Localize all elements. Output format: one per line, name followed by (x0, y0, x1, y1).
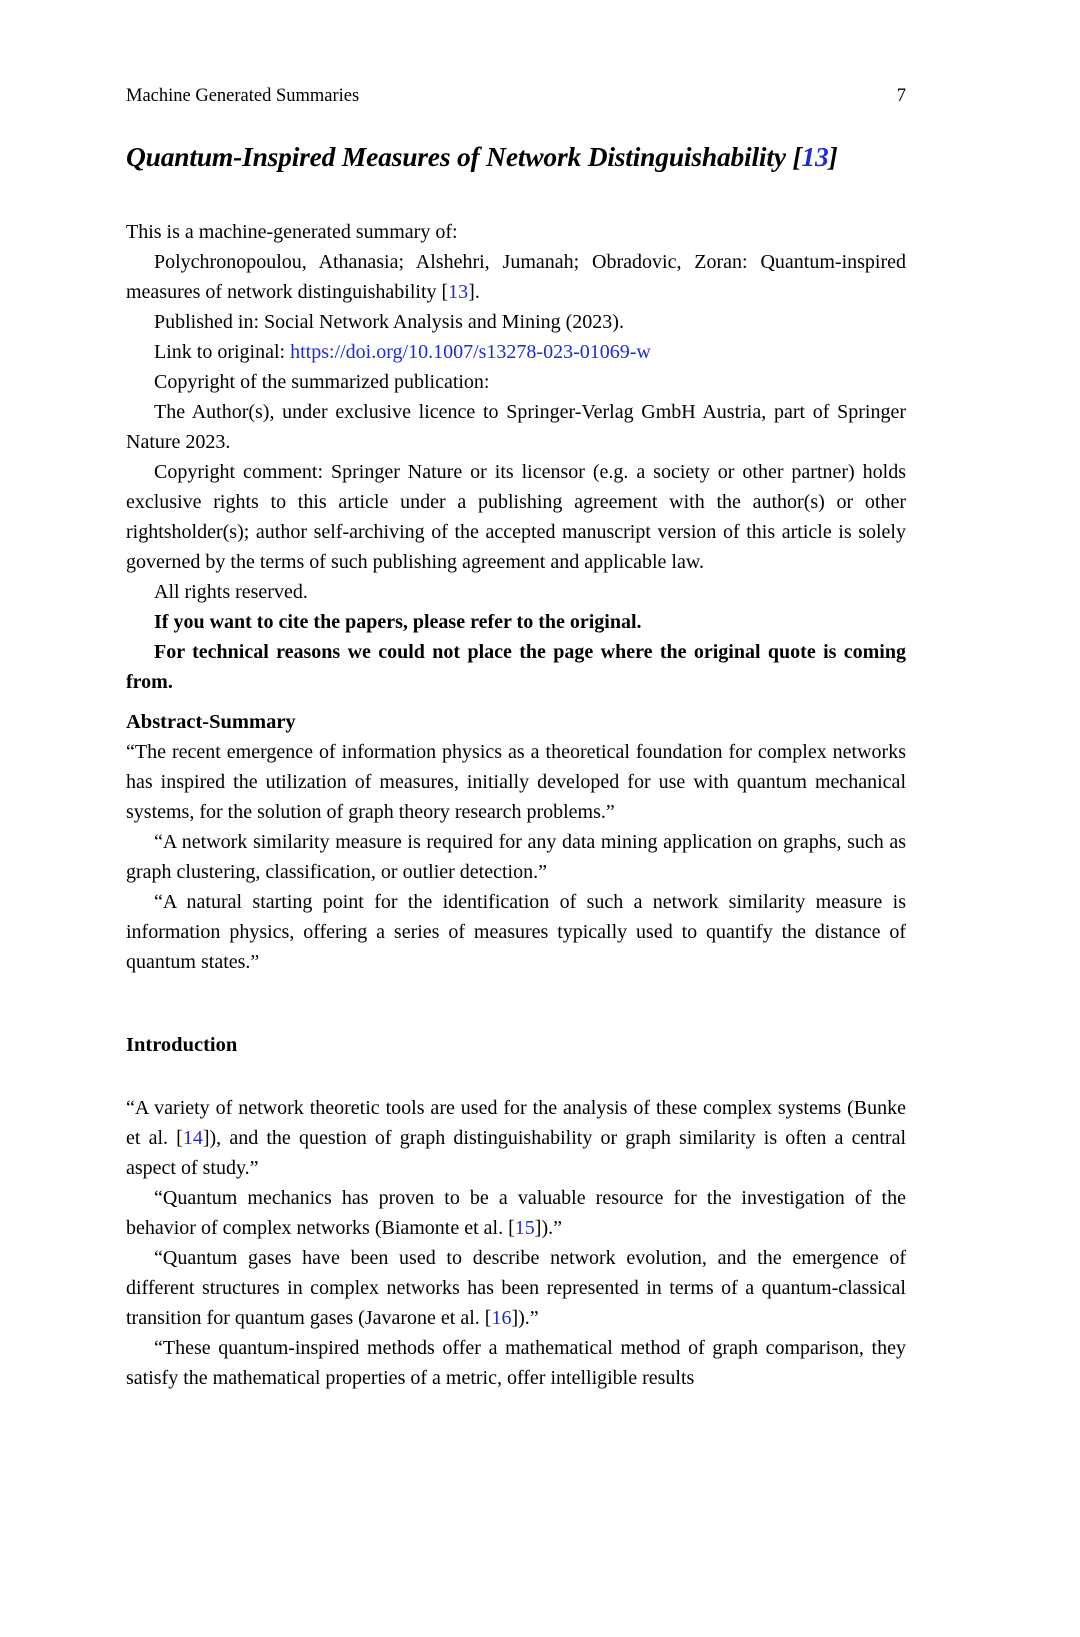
copyright-comment-paragraph: Copyright comment: Springer Nature or its licensor (e.g. a society or other partner) holds exclusive rights to this article under a publishing agreement with the author(s) or other rightsholder(s); author self-archiving of the accepted manuscript version of this article is solely governed by the terms of such publishing agreement and applicable law. (126, 461, 906, 573)
intro-paragraph-3 (126, 1243, 906, 1333)
intro-p1-text-end: ]), and the question of graph distinguishability or graph similarity is often a central aspect of study.” (126, 1127, 907, 1179)
link-label: Link to original: (154, 341, 291, 363)
summary-citation-text: Polychronopoulou, Athanasia; Alshehri, Jumanah; Obradovic, Zoran: Quantum-inspired measures of network distinguishability [ (126, 251, 906, 303)
citation-16-link[interactable]: 16 (491, 1307, 512, 1329)
intro-paragraph-2 (126, 1183, 906, 1243)
paper-title-text: Quantum-Inspired Measures of Network Distinguishability [ (126, 141, 802, 172)
title-citation-13-link[interactable]: 13 (801, 141, 829, 172)
running-header-title: Machine Generated Summaries (126, 86, 360, 106)
intro-p2-text-end: ]).” (534, 1217, 562, 1239)
published-in-line: Published in: Social Network Analysis and Mining (2023). (154, 311, 624, 333)
intro-p3-text-end: ]).” (511, 1307, 539, 1329)
rights-reserved-line: All rights reserved. (154, 581, 308, 603)
copyright-label-line: Copyright of the summarized publication: (154, 371, 490, 393)
running-header (126, 85, 906, 107)
abstract-paragraph-1: “The recent emergence of information physics as a theoretical foundation for complex networks has inspired the utilization of measures, initially developed for use with quantum mechanical systems, for the solution of graph theory research problems.” (126, 741, 906, 823)
abstract-summary-heading: Abstract-Summary (126, 711, 296, 733)
summary-intro-line: This is a machine-generated summary of: (126, 221, 458, 243)
intro-p2-text: “Quantum mechanics has proven to be a valuable resource for the investigation of the behavior of complex networks (Biamonte et al. [ (126, 1187, 906, 1239)
summary-citation-text-end: ]. (468, 281, 480, 303)
page-content (126, 0, 906, 1637)
doi-link[interactable]: https://doi.org/10.1007/s13278-023-01069-w (290, 341, 651, 363)
intro-p1-text: “A variety of network theoretic tools are used for the analysis of these complex systems (Bunke et al. [ (126, 1097, 906, 1149)
intro-paragraph-1 (126, 1093, 906, 1183)
citation-14-link[interactable]: 14 (182, 1127, 203, 1149)
copyright-author-line: The Author(s), under exclusive licence to Springer-Verlag GmbH Austria, part of Springer Nature 2023. (126, 401, 906, 453)
intro-paragraph-4: “These quantum-inspired methods offer a mathematical method of graph comparison, they satisfy the mathematical properties of a metric, offer intelligible results (126, 1337, 906, 1389)
summary-citation-line (126, 247, 906, 307)
paper-title-bracket: ] (828, 141, 838, 172)
page-number: 7 (896, 86, 906, 106)
citation-15-link[interactable]: 15 (514, 1217, 535, 1239)
abstract-paragraph-2: “A network similarity measure is required for any data mining application on graphs, such as graph clustering, classification, or outlier detection.” (126, 831, 906, 883)
cite-notice-line: If you want to cite the papers, please refer to the original. (154, 611, 642, 633)
link-line (126, 337, 906, 367)
intro-p3-text: “Quantum gases have been used to describe network evolution, and the emergence of different structures in complex networks has been represented in terms of a quantum-classical transition for quantum gases (Javarone et al. [ (126, 1247, 906, 1329)
page-notice-line: For technical reasons we could not place the page where the original quote is coming from. (126, 641, 906, 693)
page-body (126, 217, 906, 1393)
citation-13-link[interactable]: 13 (448, 281, 469, 303)
abstract-paragraph-3: “A natural starting point for the identification of such a network similarity measure is information physics, offering a series of measures typically used to quantify the distance of quantum states.” (126, 891, 906, 973)
introduction-heading: Introduction (126, 1034, 238, 1056)
paper-title (126, 140, 906, 173)
